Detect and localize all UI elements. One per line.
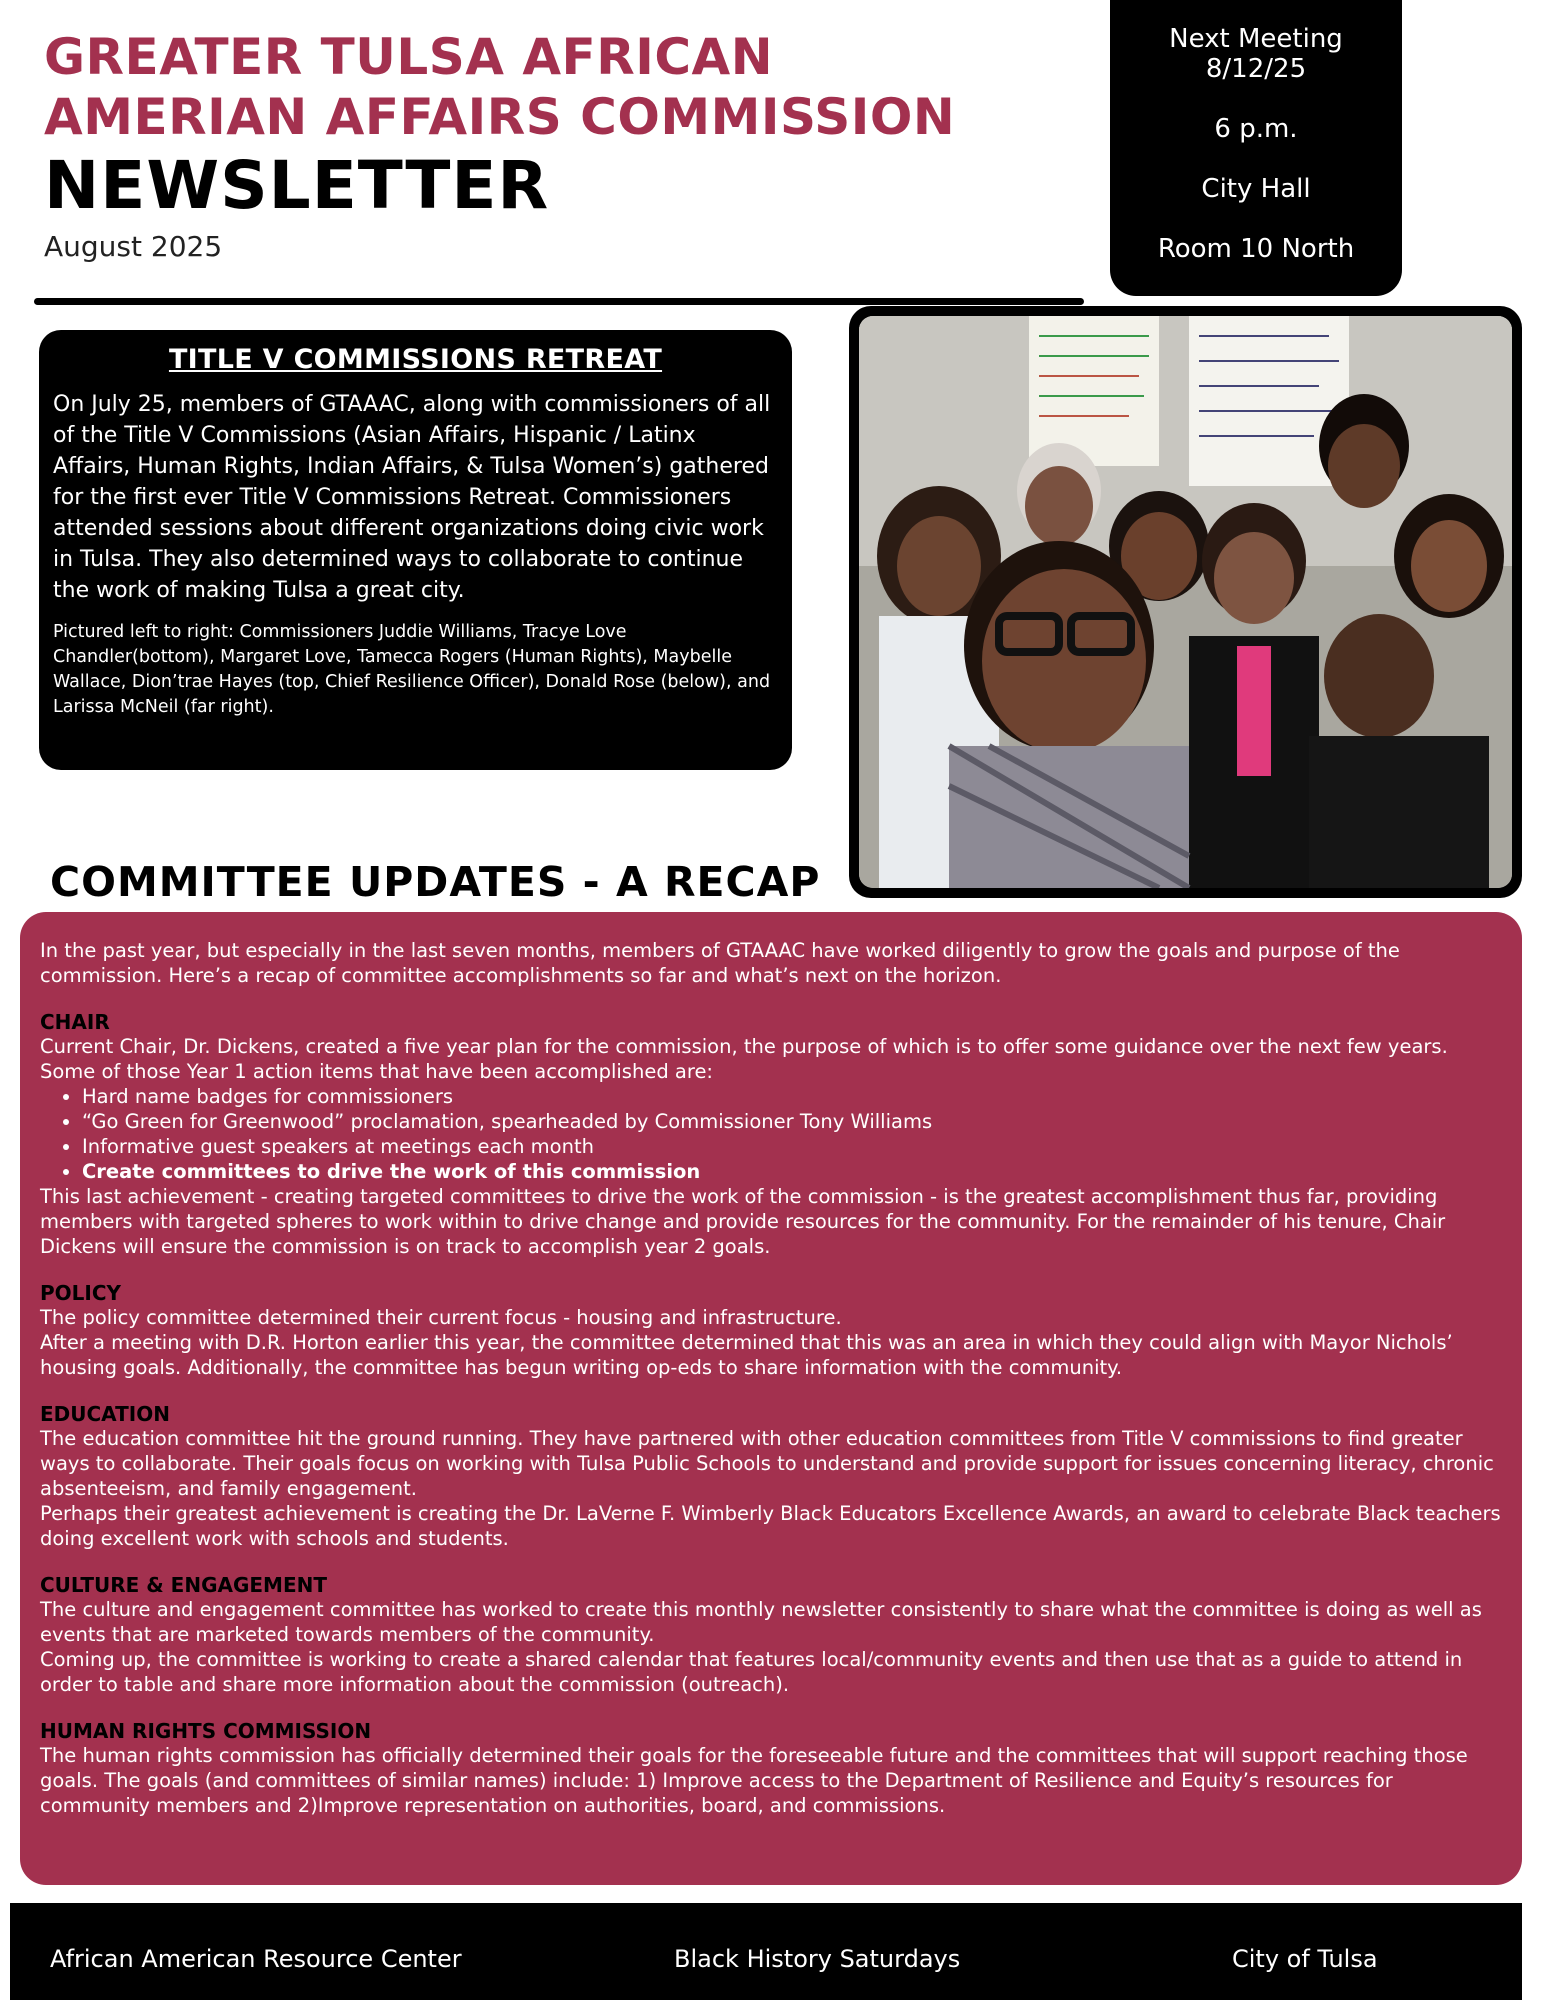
group-photo-illustration [859, 316, 1512, 888]
chair-text: Current Chair, Dr. Dickens, created a five year plan for the commission, the purpose of which is to offer some guidance over the next few years. Some of those Year 1 action items that have been accomplished are: [40, 1035, 1448, 1083]
culture-text-1: The culture and engagement committee has worked to create this monthly newsletter consistently to share what the committee is doing as well as events that are marketed towards members of the community. [40, 1598, 1482, 1646]
list-item: • Informative guest speakers at meetings each month [82, 1134, 1504, 1159]
retreat-body: On July 25, members of GTAAAC, along with commissioners of all of the Title V Commissions (Asian Affairs, Hispanic / Latinx Affairs, Human Rights, Indian Affairs, & Tulsa Women’s) gathered for the first ever Title V Commissions Retreat. Commissioners attended sessions about different organizations doing civic work in Tulsa. They also determined ways to collaborate to continue the work of making Tulsa a great city. [53, 392, 771, 603]
footer-link-resource-center[interactable]: African American Resource Center [50, 1945, 462, 1973]
culture-text-2: Coming up, the committee is working to create a shared calendar that features local/community events and then use that as a guide to attend in order to table and share more information about the commission (outreach). [40, 1648, 1463, 1696]
header-divider [34, 298, 1084, 305]
meeting-date: 8/12/25 [1205, 54, 1307, 84]
education-text-1: The education committee hit the ground running. They have partnered with other education committees from Title V commissions to find greater ways to collaborate. Their goals focus on working with Tulsa Public Schools to understand and provide support for issues concerning literacy, chronic absenteeism, and family engagement. [40, 1427, 1494, 1500]
meeting-room: Room 10 North [1157, 234, 1355, 264]
policy-section [40, 1281, 1504, 1380]
newsletter-label: NEWSLETTER [44, 147, 550, 224]
meeting-time: 6 p.m. [1214, 114, 1298, 144]
human-rights-section [40, 1719, 1504, 1818]
committee-updates-box [20, 912, 1522, 1885]
meeting-place: City Hall [1201, 174, 1311, 204]
retreat-photo-caption: Pictured left to right: Commissioners Juddie Williams, Tracye Love Chandler(bottom), Margaret Love, Tamecca Rogers (Human Rights), Maybelle Wallace, Dion’trae Hayes (top, Chief Resilience Officer), Donald Rose (below), and Larissa McNeil (far right). [53, 622, 771, 717]
chair-section [40, 1010, 1504, 1259]
recap-heading: COMMITTEE UPDATES - A RECAP [50, 858, 821, 906]
chair-bullet-list [82, 1084, 1504, 1184]
policy-text-2: After a meeting with D.R. Horton earlier this year, the committee determined that this was an area in which they could align with Mayor Nichols’ housing goals. Additionally, the committee has begun writing op-eds to share information with the community. [40, 1331, 1453, 1379]
culture-section [40, 1573, 1504, 1697]
list-item: • Hard name badges for commissioners [82, 1084, 1504, 1109]
human-rights-text: The human rights commission has officially determined their goals for the foreseeable future and the committees that will support reaching those goals. The goals (and committees of similar names) include: 1) Improve access to the Department of Resilience and Equity’s resources for community members and 2)Improve representation on authorities, board, and commissions. [40, 1744, 1468, 1817]
retreat-title: TITLE V COMMISSIONS RETREAT [168, 344, 663, 375]
education-section [40, 1402, 1504, 1551]
title-line-2: AMERIAN AFFAIRS COMMISSION [44, 88, 956, 146]
list-item: • Create committees to drive the work of this commission [82, 1159, 1504, 1184]
chair-after-text: This last achievement - creating targeted committees to drive the work of the commission - is the greatest accomplishment thus far, providing members with targeted spheres to work within to drive change and provide resources for the community. For the remainder of his tenure, Chair Dickens will ensure the commission is on track to accomplish year 2 goals. [40, 1185, 1446, 1258]
policy-heading: POLICY [40, 1281, 122, 1305]
recap-intro: In the past year, but especially in the last seven months, members of GTAAAC have worked diligently to grow the goals and purpose of the commission. Here’s a recap of committee accomplishments so far and what’s next on the horizon. [40, 939, 1400, 987]
retreat-article [39, 330, 792, 770]
meeting-label: Next Meeting [1169, 24, 1343, 54]
policy-text-1: The policy committee determined their current focus - housing and infrastructure. [40, 1306, 842, 1329]
issue-date: August 2025 [44, 230, 223, 263]
footer-link-city-of-tulsa[interactable]: City of Tulsa [1232, 1945, 1378, 1973]
footer-bar [10, 1903, 1522, 2000]
title-line-1: GREATER TULSA AFRICAN [44, 28, 774, 86]
chair-heading: CHAIR [40, 1010, 110, 1034]
footer-link-black-history-saturdays[interactable]: Black History Saturdays [674, 1945, 961, 1973]
group-photo [859, 316, 1512, 888]
education-text-2: Perhaps their greatest achievement is creating the Dr. LaVerne F. Wimberly Black Educators Excellence Awards, an award to celebrate Black teachers doing excellent work with schools and students. [40, 1502, 1501, 1550]
group-photo-frame [849, 306, 1522, 898]
human-rights-heading: HUMAN RIGHTS COMMISSION [40, 1719, 372, 1743]
list-item: • “Go Green for Greenwood” proclamation, spearheaded by Commissioner Tony Williams [82, 1109, 1504, 1134]
culture-heading: CULTURE & ENGAGEMENT [40, 1573, 327, 1597]
education-heading: EDUCATION [40, 1402, 170, 1426]
next-meeting-box [1110, 0, 1402, 296]
